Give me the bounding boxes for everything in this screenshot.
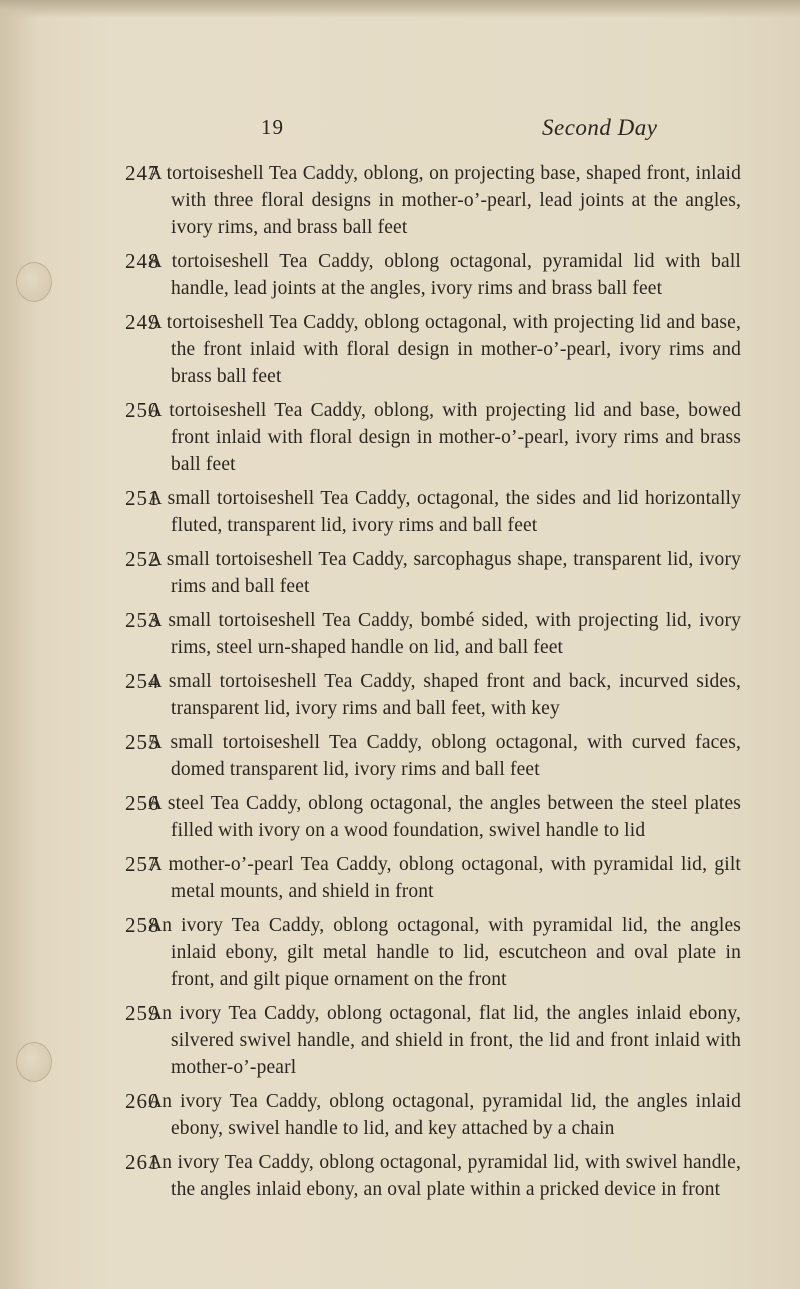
lot-description: An ivory Tea Caddy, oblong octagonal, with pyramidal lid, the angles inlaid ebony, gilt metal handle to lid, escutcheon and oval plate in front, and gilt pique ornament on the front <box>148 915 741 990</box>
lot-number: 252 <box>125 547 160 571</box>
lot-description: An ivory Tea Caddy, oblong octagonal, flat lid, the angles inlaid ebony, silvered swivel handle, and shield in front, the lid and front inlaid with mother-o’-pearl <box>148 1003 741 1078</box>
lot-entry <box>0 397 800 478</box>
lot-description: A mother-o’-pearl Tea Caddy, oblong octagonal, with pyramidal lid, gilt metal mounts, and shield in front <box>148 854 741 902</box>
lot-number: 253 <box>125 608 160 632</box>
lot-entry <box>0 790 800 844</box>
page-number: 19 <box>261 115 284 139</box>
lot-entry <box>0 1149 800 1203</box>
lot-entry <box>0 1000 800 1081</box>
lot-number: 256 <box>125 791 160 815</box>
lot-list <box>0 160 800 1210</box>
lot-entry <box>0 912 800 993</box>
lot-number: 258 <box>125 913 160 937</box>
lot-number: 255 <box>125 730 160 754</box>
page-header <box>0 115 800 145</box>
page-top-edge <box>0 0 800 18</box>
lot-number: 257 <box>125 852 160 876</box>
lot-entry <box>0 160 800 241</box>
lot-number: 250 <box>125 398 160 422</box>
lot-entry <box>0 485 800 539</box>
lot-entry <box>0 851 800 905</box>
lot-description: A steel Tea Caddy, oblong octagonal, the angles between the steel plates filled with ivory on a wood foundation, swivel handle to lid <box>148 793 741 841</box>
lot-description: A tortoiseshell Tea Caddy, oblong, on projecting base, shaped front, inlaid with three floral designs in mother-o’-pearl, lead joints at the angles, ivory rims, and brass ball feet <box>148 163 741 238</box>
lot-number: 261 <box>125 1150 160 1174</box>
lot-number: 260 <box>125 1089 160 1113</box>
lot-description: A small tortoiseshell Tea Caddy, oblong octagonal, with curved faces, domed transparent lid, ivory rims and ball feet <box>148 732 741 780</box>
lot-number: 259 <box>125 1001 160 1025</box>
lot-description: A tortoiseshell Tea Caddy, oblong octagonal, with projecting lid and base, the front inlaid with floral design in mother-o’-pearl, ivory rims and brass ball feet <box>148 312 741 387</box>
running-title: Second Day <box>542 115 658 140</box>
lot-number: 251 <box>125 486 160 510</box>
lot-entry <box>0 729 800 783</box>
lot-entry <box>0 607 800 661</box>
lot-description: An ivory Tea Caddy, oblong octagonal, pyramidal lid, with swivel handle, the angles inlaid ebony, an oval plate within a pricked device in front <box>148 1152 741 1200</box>
lot-entry <box>0 248 800 302</box>
lot-description: A tortoiseshell Tea Caddy, oblong octagonal, pyramidal lid with ball handle, lead joints at the angles, ivory rims and brass ball feet <box>148 251 741 299</box>
lot-entry <box>0 546 800 600</box>
lot-description: A small tortoiseshell Tea Caddy, shaped front and back, incurved sides, transparent lid, ivory rims and ball feet, with key <box>148 671 741 719</box>
lot-number: 254 <box>125 669 160 693</box>
lot-entry <box>0 1088 800 1142</box>
lot-description: A small tortoiseshell Tea Caddy, octagonal, the sides and lid horizontally fluted, transparent lid, ivory rims and ball feet <box>148 488 741 536</box>
lot-entry <box>0 309 800 390</box>
lot-description: A small tortoiseshell Tea Caddy, bombé sided, with projecting lid, ivory rims, steel urn-shaped handle on lid, and ball feet <box>148 610 741 658</box>
lot-description: A tortoiseshell Tea Caddy, oblong, with projecting lid and base, bowed front inlaid with floral design in mother-o’-pearl, ivory rims and brass ball feet <box>148 400 741 475</box>
lot-number: 247 <box>125 161 160 185</box>
lot-description: A small tortoiseshell Tea Caddy, sarcophagus shape, transparent lid, ivory rims and ball feet <box>148 549 741 597</box>
lot-description: An ivory Tea Caddy, oblong octagonal, pyramidal lid, the angles inlaid ebony, swivel handle to lid, and key attached by a chain <box>148 1091 741 1139</box>
lot-number: 249 <box>125 310 160 334</box>
lot-number: 248 <box>125 249 160 273</box>
lot-entry <box>0 668 800 722</box>
